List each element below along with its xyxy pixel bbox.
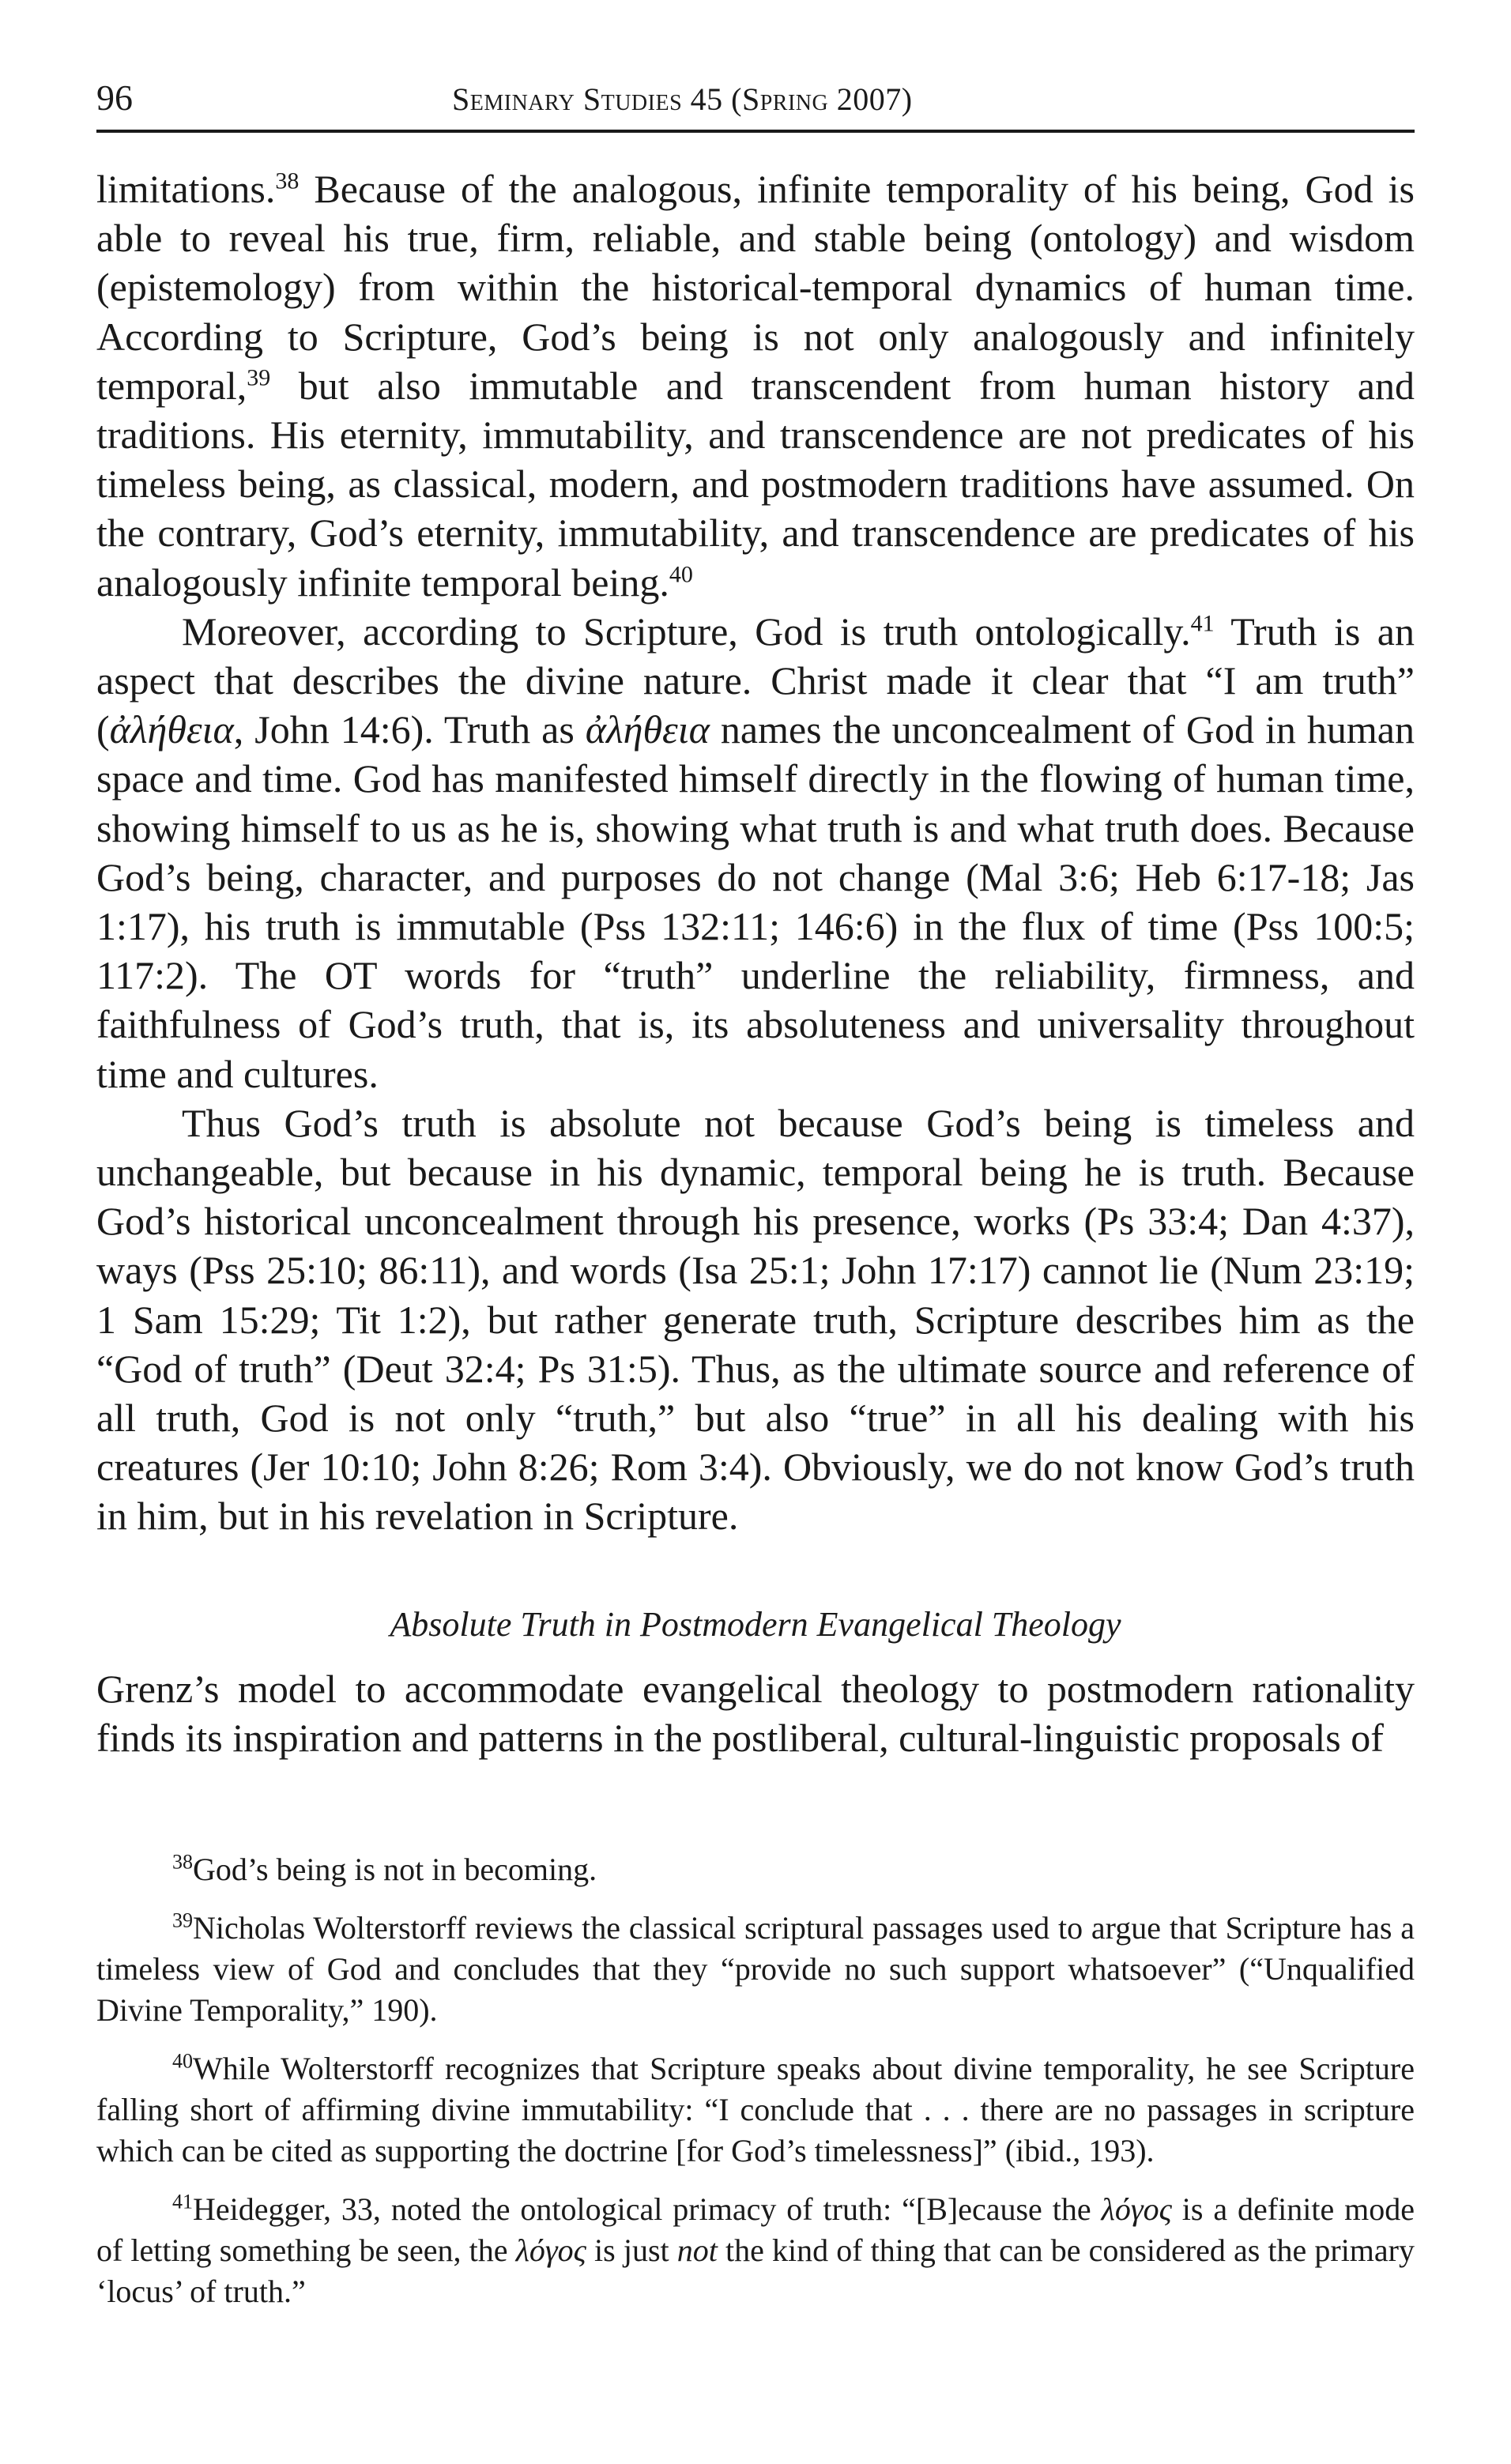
footnote-number: 41	[172, 2190, 193, 2213]
paragraph-3: Thus God’s truth is absolute not because God’s being is timeless and unchangeable, but because in his dynamic, temporal being he is truth. Because God’s historical unconcealment through his presence, works (Ps 33:4; Dan 4:37), ways (Pss 25:10; 86:11), and words (Isa 25:1; John 17:17) cannot lie (Num 23:19; 1 Sam 15:29; Tit 1:2), but rather generate truth, Scripture describes him as the “God of truth” (Deut 32:4; Ps 31:5). Thus, as the ultimate source and reference of all truth, God is not only “truth,” but also “true” in all his dealing with his creatures (Jer 10:10; John 8:26; Rom 3:4). Obviously, we do not know God’s truth in him, but in his revelation in Scripture.	[96, 1100, 1415, 1539]
footnote-ref-39: 39	[247, 364, 271, 391]
footnotes	[96, 1849, 1415, 2312]
footnote-ref-41: 41	[1190, 610, 1215, 637]
footnote-text: Heidegger, 33, noted the ontological primacy of truth: “[B]ecause the	[193, 2191, 1102, 2228]
paragraph-2	[96, 607, 1415, 1098]
greek-word: λόγος	[515, 2232, 586, 2269]
footnote-41	[96, 2189, 1415, 2312]
footnote-text: is just	[586, 2232, 677, 2269]
section-heading: Absolute Truth in Postmodern Evangelical Theology	[390, 1604, 1121, 1644]
footnote-ref-38: 38	[275, 168, 300, 194]
footnote-text: While Wolterstorff recognizes that Scripture speaks about divine temporality, he see Scripture falling short of affirming divine immutability: “I conclude that . . . there are no passages in scripture which can be cited as supporting the doctrine [for God’s timelessness]” (ibid., 193).	[96, 2051, 1415, 2169]
paragraph-text: limitations.	[96, 167, 276, 211]
paragraph-text: Truth is an aspect that describes the divine nature. Christ made it clear that “I am truth” (	[96, 608, 1415, 752]
page-number: 96	[96, 77, 133, 118]
journal-page	[96, 73, 1415, 2330]
footnote-text: the kind of thing that can be considered as the primary ‘locus’ of truth.”	[96, 2232, 1415, 2310]
footnote-38	[96, 1849, 1415, 1890]
footnote-text: Nicholas Wolterstorff reviews the classical scriptural passages used to argue that Scripture has a timeless view of God and concludes that they “provide no such support whatsoever” (“Unqualified Divine Temporality,” 190).	[96, 1910, 1415, 2029]
body-text	[96, 164, 1415, 1541]
section-paragraph-1: Grenz’s model to accommodate evangelical theology to postmodern rationality finds its inspiration and patterns in the postliberal, cultural-linguistic proposals of	[96, 1666, 1415, 1760]
section-body	[96, 1664, 1415, 1762]
greek-word: ἀλήθεια	[109, 707, 234, 752]
footnote-number: 38	[172, 1850, 193, 1874]
paragraph-text: names the unconcealment of God in human space and time. God has manifested himself directly in the flowing of human time, showing himself to us as he is, showing what truth is and what truth does. Because God’s being, character, and purposes do not change (Mal 3:6; Heb 6:17-18; Jas 1:17), his truth is immutable (Pss 132:11; 146:6) in the flux of time (Pss 100:5; 117:2). The OT words for “truth” underline the reliability, firmness, and faithfulness of God’s truth, that is, its absoluteness and universality throughout time and cultures.	[96, 707, 1415, 1096]
footnote-number: 39	[172, 1908, 193, 1932]
footnote-number: 40	[172, 2049, 193, 2073]
journal-title: Seminary Studies 45 (Spring 2007)	[452, 81, 913, 117]
paragraph-text: , John 14:6). Truth as	[233, 707, 586, 752]
paragraph-text: Moreover, according to Scripture, God is truth ontologically.	[182, 608, 1191, 654]
paragraph-text: Because of the analogous, infinite temporality of his being, God is able to reveal his true, firm, reliable, and stable being (ontology) and wisdom (epistemology) from within the historical-temporal dynamics of human time. According to Scripture, God’s being is not only analogously and infinitely temporal,	[96, 167, 1415, 408]
running-head	[96, 73, 1415, 133]
footnote-text: God’s being is not in becoming.	[193, 1852, 597, 1888]
footnote-40	[96, 2048, 1415, 2172]
footnote-39	[96, 1908, 1415, 2031]
paragraph-1	[96, 164, 1415, 607]
footnote-ref-40: 40	[669, 560, 693, 587]
greek-word: λόγος	[1101, 2191, 1172, 2228]
paragraph-text: but also immutable and transcendent from human history and traditions. His eternity, immutability, and transcendence are not predicates of his timeless being, as classical, modern, and postmodern traditions have assumed. On the contrary, God’s eternity, immutability, and transcendence are predicates of his analogously infinite temporal being.	[96, 363, 1415, 605]
greek-word: ἀλήθεια	[585, 707, 710, 752]
footnote-text: is a definite mode of letting something be seen, the	[96, 2191, 1415, 2269]
emphasis-not: not	[676, 2232, 718, 2269]
